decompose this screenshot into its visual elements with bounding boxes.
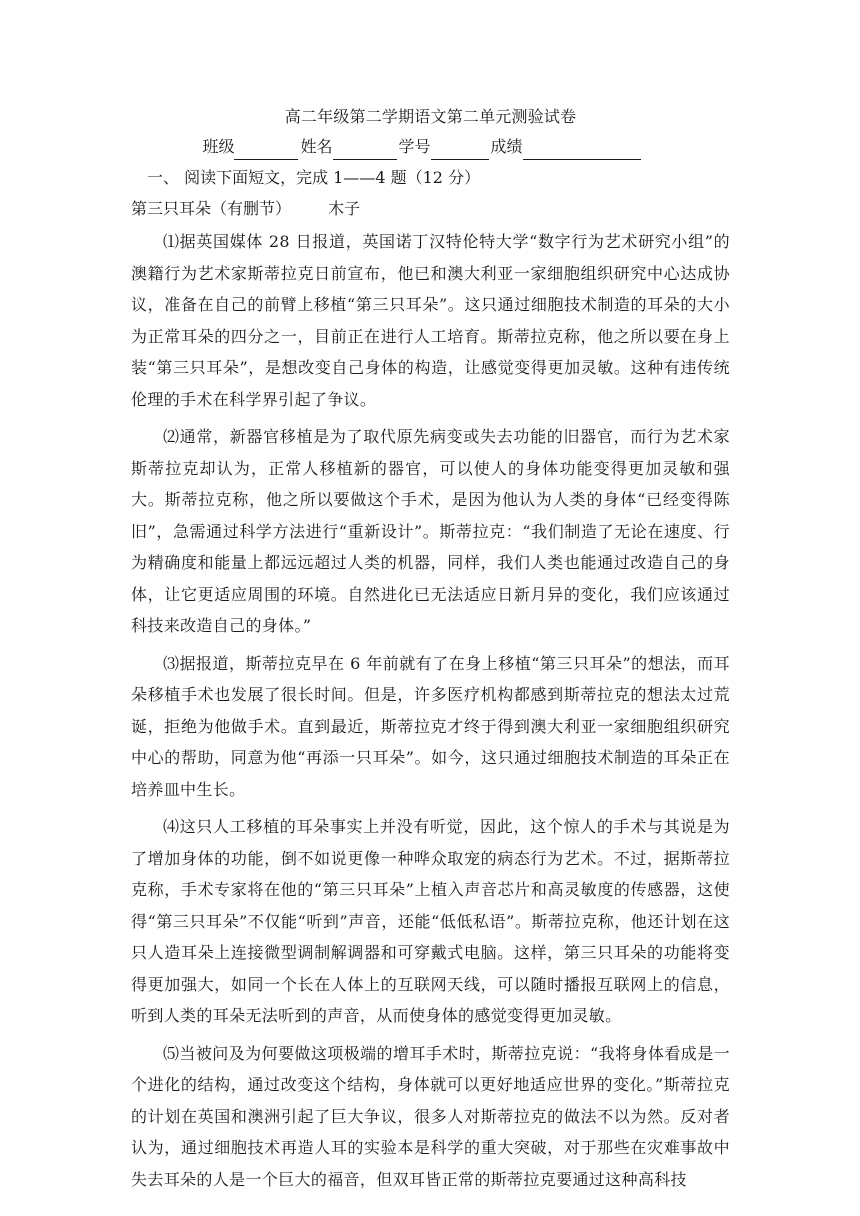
document-body [131,104,730,1201]
student-info-row [115,134,730,160]
score-blank[interactable] [523,139,641,160]
class-blank[interactable] [234,139,298,160]
number-label: 学号 [398,137,431,156]
paragraph-2: ⑵通常，新器官移植是为了取代原先病变或失去功能的旧器官，而行为艺术家斯蒂拉克却认为，正常人移植新的器官，可以使人的身体功能变得更加灵敏和强大。斯蒂拉克称，他之所以要做这个手术，是因为他认为人类的身体“已经变得陈旧”，急需通过科学方法进行“重新设计”。斯蒂拉克：“我们制造了无论在速度、行为精确度和能量上都远远超过人类的机器，同样，我们人类也能通过改造自己的身体，让它更适应周围的环境。自然进化已无法适应日新月异的变化，我们应该通过科技来改造自己的身体。” [131,427,730,635]
paragraph-4: ⑷这只人工移植的耳朵事实上并没有听觉，因此，这个惊人的手术与其说是为了增加身体的功能，倒不如说更像一种哗众取宠的病态行为艺术。不过，据斯蒂拉克称，手术专家将在他的“第三只耳朵”上植入声音芯片和高灵敏度的传感器，这使得“第三只耳朵”不仅能“听到”声音，还能“低低私语”。斯蒂拉克称，他还计划在这只人造耳朵上连接微型调制解调器和可穿戴式电脑。这样，第三只耳朵的功能将变得更加强大，如同一个长在人体上的互联网天线，可以随时播报互联网上的信息，听到人类的耳朵无法听到的声音，从而使身体的感觉变得更加灵敏。 [131,817,730,1025]
section-heading: 一、 阅读下面短文，完成 1——4 题（12 分） [147,168,481,187]
name-label: 姓名 [300,137,333,156]
class-label: 班级 [202,137,235,156]
score-label: 成绩 [490,137,523,156]
number-blank[interactable] [431,139,489,160]
article-author: 木子 [328,199,361,218]
exam-title: 高二年级第二学期语文第二单元测验试卷 [284,107,577,126]
name-blank[interactable] [333,139,397,160]
paragraph-3: ⑶据报道，斯蒂拉克早在 6 年前就有了在身上移植“第三只耳朵”的想法，而耳朵移植手术也发展了很长时间。但是，许多医疗机构都感到斯蒂拉克的想法太过荒诞，拒绝为他做手术。直到最近，斯蒂拉克才终于得到澳大利亚一家细胞组织研究中心的帮助，同意为他“再添一只耳朵”。如今，这只通过细胞技术制造的耳朵正在培养皿中生长。 [131,653,730,799]
paragraph-1: ⑴据英国媒体 28 日报道，英国诺丁汉特伦特大学“数字行为艺术研究小组”的澳籍行为艺术家斯蒂拉克日前宣布，他已和澳大利亚一家细胞组织研究中心达成协议，准备在自己的前臂上移植“第三只耳朵”。这只通过细胞技术制造的耳朵的大小为正常耳朵的四分之一，目前正在进行人工培育。斯蒂拉克称，他之所以要在身上装“第三只耳朵”，是想改变自己身体的构造，让感觉变得更加灵敏。这种有违传统伦理的手术在科学界引起了争议。 [131,232,730,409]
paragraph-5: ⑸当被问及为何要做这项极端的增耳手术时，斯蒂拉克说：“我将身体看成是一个进化的结构，通过改变这个结构，身体就可以更好地适应世界的变化。”斯蒂拉克的计划在英国和澳洲引起了巨大争议，很多人对斯蒂拉克的做法不以为然。反对者认为，通过细胞技术再造人耳的实验本是科学的重大突破，对于那些在灾难事故中失去耳朵的人是一个巨大的福音，但双耳皆正常的斯蒂拉克要通过这种高科技 [131,1043,730,1189]
article-title: 第三只耳朵（有删节） [131,199,292,218]
article-heading [131,196,730,222]
